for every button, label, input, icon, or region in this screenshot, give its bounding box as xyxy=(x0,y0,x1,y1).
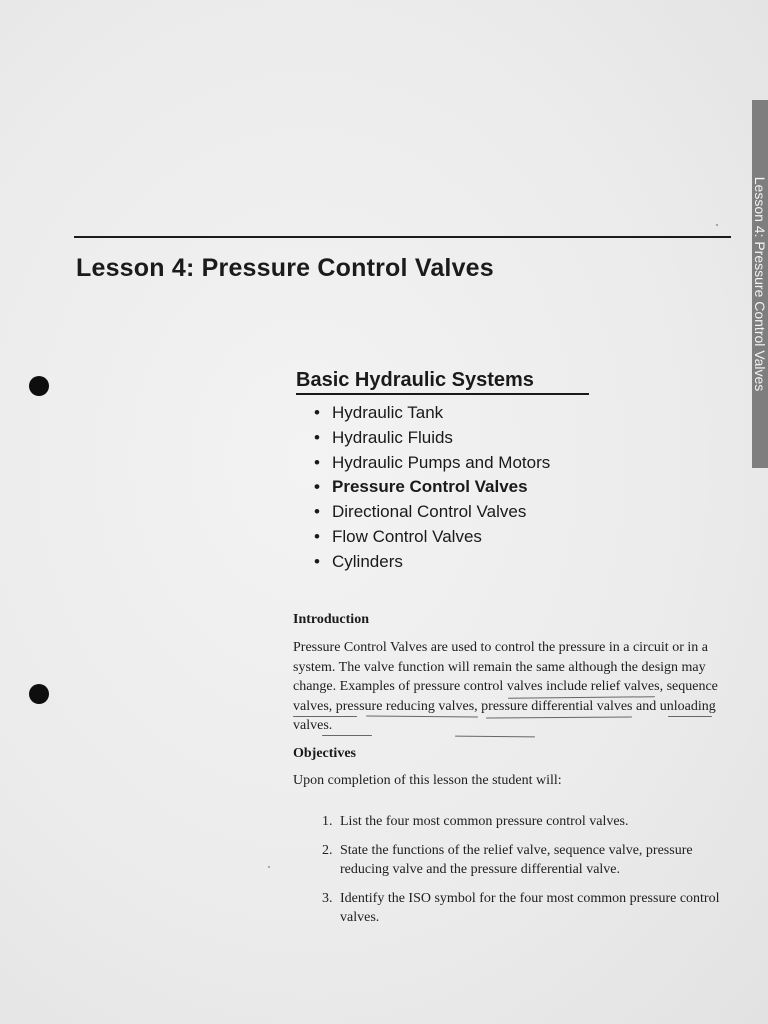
bullet-icon: • xyxy=(314,502,320,522)
topic-item xyxy=(314,550,550,575)
topic-item xyxy=(314,451,550,476)
topic-item xyxy=(314,426,550,451)
objective-item xyxy=(322,889,732,927)
objectives-intro: Upon completion of this lesson the student will: xyxy=(293,773,562,788)
topic-label: Hydraulic Fluids xyxy=(332,427,453,447)
objectives-list xyxy=(322,812,732,937)
objective-number: 1. xyxy=(322,814,333,829)
bullet-icon: • xyxy=(314,551,320,571)
side-tab xyxy=(752,100,768,468)
topic-label: Flow Control Valves xyxy=(332,526,482,546)
topic-label: Hydraulic Pumps and Motors xyxy=(332,452,551,472)
objective-text: List the four most common pressure control valves. xyxy=(340,814,629,829)
header-rule xyxy=(74,236,731,238)
objective-item xyxy=(322,841,732,879)
scan-speck xyxy=(268,866,270,868)
objective-item xyxy=(322,812,732,831)
topic-item-current xyxy=(314,475,550,500)
introduction-heading: Introduction xyxy=(293,612,369,627)
topic-label: Pressure Control Valves xyxy=(332,477,528,497)
pen-underline xyxy=(293,716,357,717)
bullet-icon: • xyxy=(314,403,320,422)
objective-number: 2. xyxy=(322,843,333,858)
lesson-title: Lesson 4: Pressure Control Valves xyxy=(76,254,494,282)
section-heading: Basic Hydraulic Systems xyxy=(296,369,534,391)
bullet-icon: • xyxy=(314,526,320,546)
topic-item xyxy=(314,500,550,525)
topic-label: Cylinders xyxy=(332,551,403,571)
objective-text: State the functions of the relief valve, sequence valve, pressure reducing valve and the pressure differential valve. xyxy=(340,843,693,877)
topic-label: Hydraulic Tank xyxy=(332,403,444,422)
side-tab-label: Lesson 4: Pressure Control Valves xyxy=(752,176,768,392)
introduction-body: Pressure Control Valves are used to control the pressure in a circuit or in a system. The valve function will remain the same although the design may change. Examples of pressure control valves include relief valves, sequence valves, pressure reducing valves, pressure differential valves and unloading valves. xyxy=(293,640,718,733)
punch-hole xyxy=(29,684,49,704)
bullet-icon: • xyxy=(314,427,320,447)
pen-underline xyxy=(322,735,372,736)
pen-underline xyxy=(668,716,712,717)
section-heading-underline xyxy=(296,393,589,395)
objective-text: Identify the ISO symbol for the four most common pressure control valves. xyxy=(340,891,720,925)
topic-item xyxy=(314,525,550,550)
bullet-icon: • xyxy=(314,452,320,472)
scan-speck xyxy=(716,224,718,226)
punch-hole xyxy=(29,376,49,396)
objectives-heading: Objectives xyxy=(293,746,356,761)
topic-item xyxy=(314,401,550,426)
objective-number: 3. xyxy=(322,891,333,906)
topic-list xyxy=(314,401,550,575)
bullet-icon: • xyxy=(314,477,320,497)
topic-label: Directional Control Valves xyxy=(332,502,527,522)
